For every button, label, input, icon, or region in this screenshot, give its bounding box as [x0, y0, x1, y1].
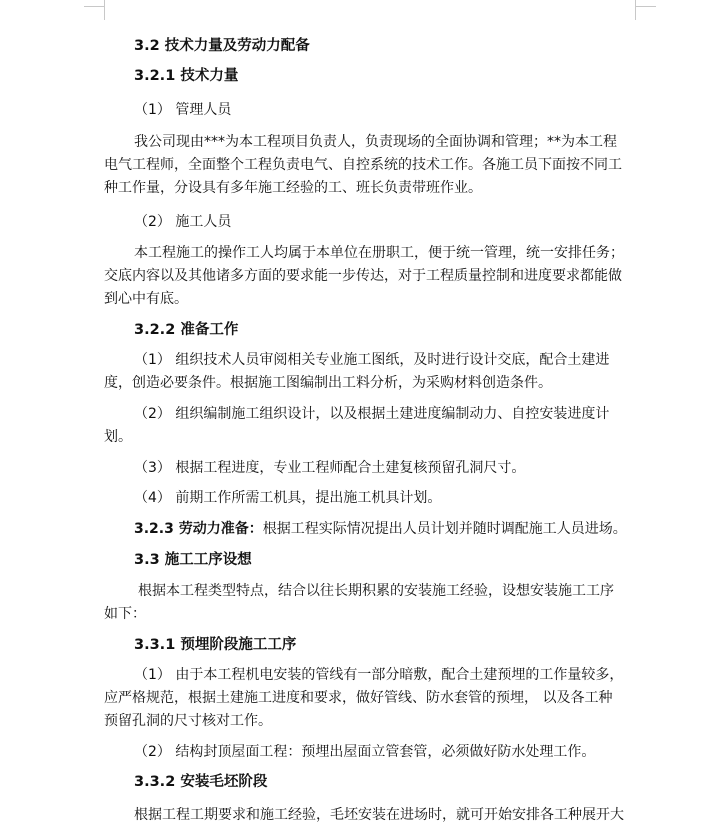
section-3-2-3-line: [134, 520, 664, 538]
paragraph-line: 到心中有底。: [104, 291, 188, 307]
paragraph-line: 交底内容以及其他诸多方面的要求能一步传达，对于工程质量控制和进度要求都能做: [104, 268, 622, 284]
section-3-3-heading: 3.3 施工工序设想: [134, 552, 252, 568]
corner-mark-top-right-v: [635, 0, 636, 20]
section-3-2-heading: 3.2 技术力量及劳动力配备: [134, 38, 310, 54]
paragraph-line: （2） 结构封顶屋面工程：预埋出屋面立管套管，必须做好防水处理工作。: [134, 744, 596, 760]
paragraph-line: 预留孔洞的尺寸核对工作。: [104, 713, 272, 729]
paragraph-line: 种工作量，分设具有多年施工经验的工、班长负责带班作业。: [104, 180, 482, 196]
paragraph-line: 本工程施工的操作工人均属于本单位在册职工，便于统一管理，统一安排任务；: [134, 245, 624, 261]
paragraph-line: 应严格规范，根据土建施工进度和要求，做好管线、防水套管的预埋， 以及各工种: [104, 690, 613, 706]
paragraph-line: （1） 由于本工程机电安装的管线有一部分暗敷，配合土建预埋的工作量较多，: [134, 667, 624, 683]
paragraph-line: 度，创造必要条件。根据施工图编制出工料分析，为采购材料创造条件。: [104, 375, 552, 391]
paragraph-line: 我公司现由***为本工程项目负责人，负责现场的全面协调和管理；**为本工程: [134, 134, 617, 150]
paragraph-line: 如下：: [104, 606, 146, 622]
paragraph-line: 根据本工程类型特点，结合以往长期积累的安装施工经验，设想安装施工工序: [138, 583, 614, 599]
section-3-3-2-heading: 3.3.2 安装毛坯阶段: [134, 774, 268, 790]
section-3-2-3-body: 根据工程实际情况提出人员计划并随时调配施工人员进场。: [262, 521, 627, 537]
paragraph-line: 根据工程工期要求和施工经验，毛坯安装在进场时，就可开始安排各工种展开大: [134, 807, 624, 823]
section-3-2-1-heading: 3.2.1 技术力量: [134, 68, 239, 84]
corner-mark-top-left-v: [104, 0, 105, 20]
paragraph-line: （2） 组织编制施工组织设计，以及根据土建进度编制动力、自控安装进度计: [134, 406, 610, 422]
paragraph-line: （4） 前期工作所需工机具，提出施工机具计划。: [134, 490, 442, 506]
item-2-title: （2） 施工人员: [134, 214, 232, 230]
paragraph-line: （1） 组织技术人员审阅相关专业施工图纸，及时进行设计交底，配合土建进: [134, 352, 610, 368]
corner-mark-top-left: [84, 6, 104, 7]
paragraph-line: 划。: [104, 429, 132, 445]
corner-mark-top-right: [636, 6, 656, 7]
section-3-2-3-heading: 3.2.3 劳动力准备：: [134, 521, 263, 537]
item-1-title: （1） 管理人员: [134, 102, 232, 118]
section-3-3-1-heading: 3.3.1 预埋阶段施工工序: [134, 637, 297, 653]
paragraph-line: 电气工程师，全面整个工程负责电气、自控系统的技术工作。各施工员下面按不同工: [104, 157, 622, 173]
paragraph-line: （3） 根据工程进度，专业工程师配合土建复核预留孔洞尺寸。: [134, 460, 526, 476]
section-3-2-2-heading: 3.2.2 准备工作: [134, 322, 239, 338]
